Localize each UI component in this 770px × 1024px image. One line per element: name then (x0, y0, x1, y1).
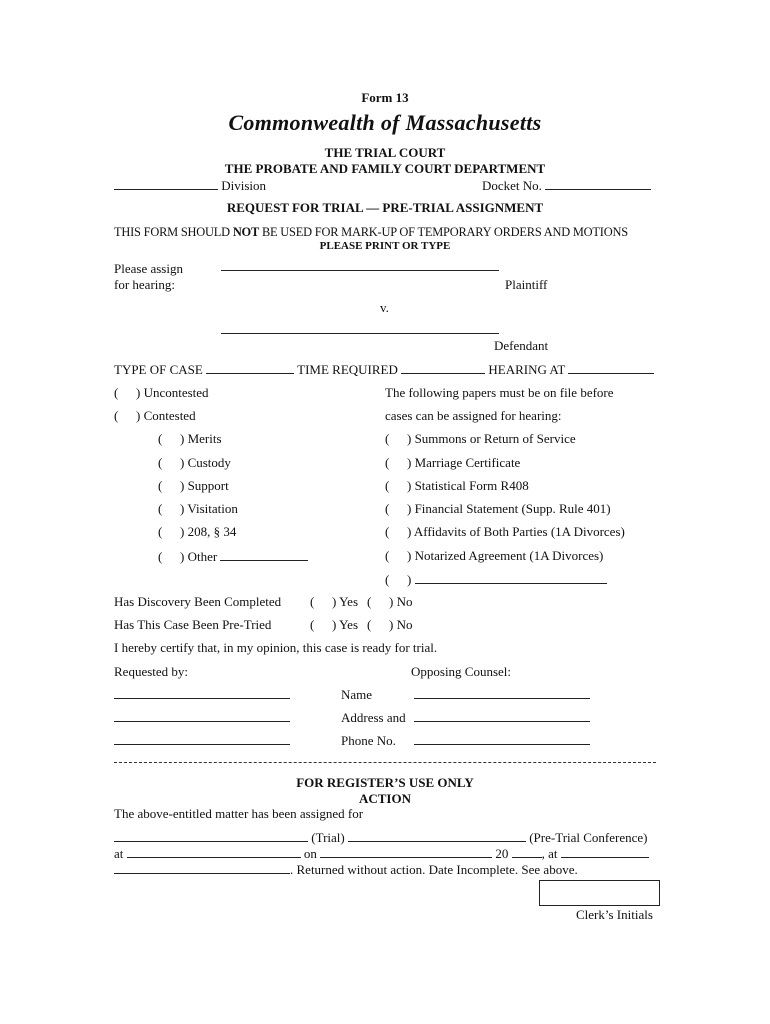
hearing-at-blank[interactable] (568, 361, 654, 374)
trial-blank[interactable] (114, 829, 308, 842)
for-hearing-label: for hearing: (114, 277, 176, 292)
at-label: at (114, 846, 124, 861)
discovery-no[interactable]: ( ) No (367, 594, 413, 609)
clerk-initials-label: Clerk’s Initials (576, 907, 653, 922)
clerk-initials-box[interactable] (539, 880, 660, 906)
summons-option[interactable]: ( ) Summons or Return of Service (385, 431, 576, 446)
other-blank[interactable] (220, 548, 308, 561)
requester-address-blank[interactable] (114, 709, 290, 726)
case-line (114, 361, 654, 378)
year-label: 20 (495, 846, 509, 861)
print-instruction: PLEASE PRINT OR TYPE (319, 240, 451, 252)
support-option[interactable]: ( ) Support (158, 478, 229, 493)
time-required-blank[interactable] (401, 361, 485, 374)
returned-text: . Returned without action. Date Incomplete. See above. (290, 862, 578, 877)
defendant-label: Defendant (494, 338, 549, 353)
statute-option[interactable]: ( ) 208, § 34 (158, 524, 237, 539)
at-blank[interactable] (127, 845, 301, 858)
docket-blank[interactable] (545, 177, 651, 190)
counsel-phone-blank[interactable] (414, 732, 590, 749)
notice-bold: NOT (232, 225, 260, 239)
pretried-yes[interactable]: ( ) Yes (310, 617, 359, 632)
date-line (114, 845, 649, 862)
plaintiff-label: Plaintiff (505, 277, 548, 292)
returned-line (114, 861, 578, 878)
certification-statement: I hereby certify that, in my opinion, this case is ready for trial. (114, 640, 438, 655)
action-heading: ACTION (358, 791, 411, 806)
docket-line (482, 177, 651, 194)
hearing-at-label: HEARING AT (488, 362, 566, 377)
requester-name-blank[interactable] (114, 686, 290, 703)
counsel-address-blank[interactable] (414, 709, 590, 726)
uncontested-option[interactable]: ( ) Uncontested (114, 385, 209, 400)
merits-option[interactable]: ( ) Merits (158, 431, 222, 446)
requested-by-label: Requested by: (114, 664, 189, 679)
assigned-for-text: The above-entitled matter has been assigned for (114, 806, 364, 821)
time-blank[interactable] (561, 845, 649, 858)
statistical-option[interactable]: ( ) Statistical Form R408 (385, 478, 529, 493)
discovery-question: Has Discovery Been Completed (114, 594, 282, 609)
pretrial-conference-label: (Pre-Trial Conference) (529, 830, 648, 845)
division-label: Division (221, 178, 267, 193)
name-label: Name (341, 687, 373, 702)
requester-phone-blank[interactable] (114, 732, 290, 749)
year-blank[interactable] (512, 845, 542, 858)
opposing-counsel-label: Opposing Counsel: (411, 664, 512, 679)
comma-at-label: , at (541, 846, 558, 861)
marriage-option[interactable]: ( ) Marriage Certificate (385, 455, 521, 470)
section-divider (114, 762, 656, 763)
blank-paper-option[interactable]: ( ) (385, 571, 607, 588)
register-use-heading: FOR REGISTER’S USE ONLY (296, 775, 474, 790)
returned-blank[interactable] (114, 861, 290, 874)
department-name: THE PROBATE AND FAMILY COURT DEPARTMENT (224, 161, 546, 176)
phone-label: Phone No. (341, 733, 396, 748)
discovery-yes[interactable]: ( ) Yes (310, 594, 359, 609)
request-title: REQUEST FOR TRIAL — PRE-TRIAL ASSIGNMENT (226, 200, 544, 215)
division-line (114, 177, 266, 194)
financial-option[interactable]: ( ) Financial Statement (Supp. Rule 401) (385, 501, 611, 516)
trial-label: (Trial) (311, 830, 345, 845)
address-label: Address and (341, 710, 406, 725)
custody-option[interactable]: ( ) Custody (158, 455, 231, 470)
time-required-label: TIME REQUIRED (297, 362, 398, 377)
trial-line (114, 829, 648, 846)
commonwealth-title: Commonwealth of Massachusetts (228, 110, 542, 135)
please-assign-label: Please assign (114, 261, 183, 276)
notarized-option[interactable]: ( ) Notarized Agreement (1A Divorces) (385, 548, 604, 563)
papers-intro-2: cases can be assigned for hearing: (385, 408, 562, 423)
counsel-name-blank[interactable] (414, 686, 590, 703)
defendant-blank[interactable] (221, 321, 499, 338)
plaintiff-blank[interactable] (221, 258, 499, 275)
pretried-no[interactable]: ( ) No (367, 617, 413, 632)
on-blank[interactable] (320, 845, 492, 858)
papers-intro-1: The following papers must be on file before (385, 385, 614, 400)
blank-paper-field[interactable] (415, 571, 607, 584)
on-label: on (303, 846, 317, 861)
type-of-case-label: TYPE OF CASE (114, 362, 203, 377)
court-name: THE TRIAL COURT (324, 145, 446, 160)
affidavits-option[interactable]: ( ) Affidavits of Both Parties (1A Divorces) (385, 524, 625, 539)
visitation-option[interactable]: ( ) Visitation (158, 501, 238, 516)
notice-pre: THIS FORM SHOULD (114, 225, 233, 239)
docket-label: Docket No. (482, 178, 542, 193)
pretried-question: Has This Case Been Pre-Tried (114, 617, 272, 632)
versus-label: v. (380, 300, 389, 315)
type-of-case-blank[interactable] (206, 361, 294, 374)
form-number: Form 13 (361, 90, 409, 105)
pretrial-blank[interactable] (348, 829, 526, 842)
contested-option[interactable]: ( ) Contested (114, 408, 196, 423)
other-option[interactable]: ( ) Other (158, 548, 308, 565)
division-blank[interactable] (114, 177, 218, 190)
notice-post: BE USED FOR MARK-UP OF TEMPORARY ORDERS AND MOTIONS (259, 225, 628, 239)
